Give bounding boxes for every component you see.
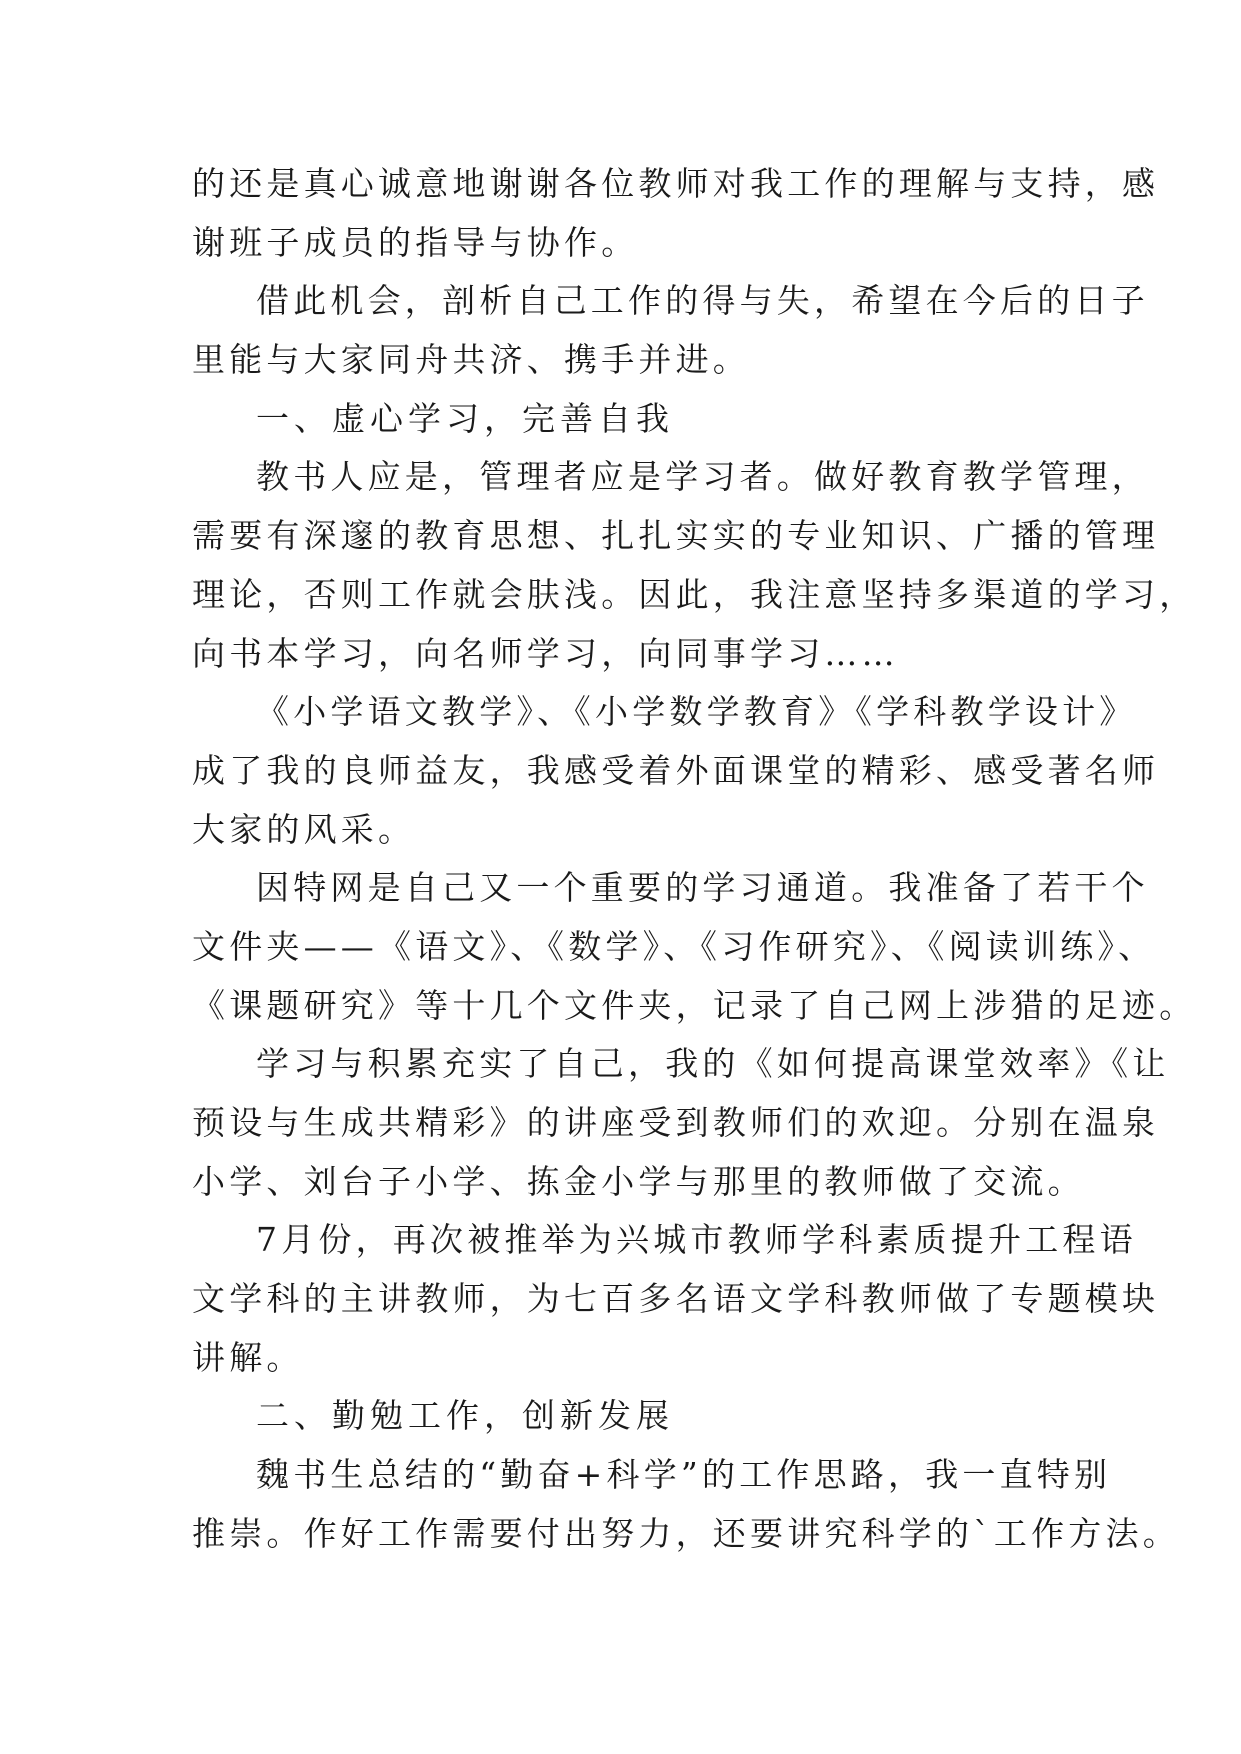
text-line: 讲解。 — [192, 1337, 304, 1377]
text-line: 小学、刘台子小学、拣金小学与那里的教师做了交流。 — [192, 1161, 1085, 1201]
document-body — [192, 155, 1197, 1564]
paragraph-start-line: 魏书生总结的“勤奋+科学”的工作思路，我一直特别 — [256, 1455, 1112, 1495]
section-heading-1: 一、虚心学习，完善自我 — [256, 398, 674, 438]
text-line: 谢班子成员的指导与协作。 — [192, 222, 639, 262]
text-line: 向书本学习，向名师学习，向同事学习…… — [192, 633, 899, 673]
paragraph-start-line: 教书人应是，管理者应是学习者。做好教育教学管理， — [256, 457, 1149, 497]
paragraph-start-line: 因特网是自己又一个重要的学习通道。我准备了若干个 — [256, 868, 1149, 908]
text-line: 预设与生成共精彩》的讲座受到教师们的欢迎。分别在温泉 — [192, 1103, 1160, 1142]
text-line: 文学科的主讲教师，为七百多名语文学科教师做了专题模块 — [192, 1279, 1160, 1319]
text-line: 大家的风采。 — [192, 809, 416, 849]
text-line: 《课题研究》等十几个文件夹，记录了自己网上涉猎的足迹。 — [192, 985, 1197, 1025]
section-heading-2: 二、勤勉工作，创新发展 — [256, 1396, 674, 1436]
text-line: 文件夹——《语文》、《数学》、《习作研究》、《阅读训练》、 — [192, 926, 1156, 966]
text-line: 的还是真心诚意地谢谢各位教师对我工作的理解与支持，感 — [192, 164, 1160, 203]
text-line: 里能与大家同舟共济、携手并进。 — [192, 340, 750, 380]
text-line: 推崇。作好工作需要付出努力，还要讲究科学的`工作方法。 — [192, 1513, 1180, 1553]
paragraph-start-line: 《小学语文教学》、《小学数学教育》《学科教学设计》 — [256, 692, 1137, 732]
paragraph-start-line: 学习与积累充实了自己，我的《如何提高课堂效率》《让 — [256, 1044, 1170, 1084]
paragraph-start-line: 7月份，再次被推举为兴城市教师学科素质提升工程语 — [256, 1220, 1137, 1260]
text-line: 需要有深邃的教育思想、扎扎实实的专业知识、广播的管理 — [192, 516, 1160, 556]
text-line: 理论，否则工作就会肤浅。因此，我注意坚持多渠道的学习， — [192, 574, 1197, 614]
text-line: 成了我的良师益友，我感受着外面课堂的精彩、感受著名师 — [192, 750, 1160, 790]
paragraph-start-line: 借此机会，剖析自己工作的得与失，希望在今后的日子 — [256, 281, 1149, 321]
